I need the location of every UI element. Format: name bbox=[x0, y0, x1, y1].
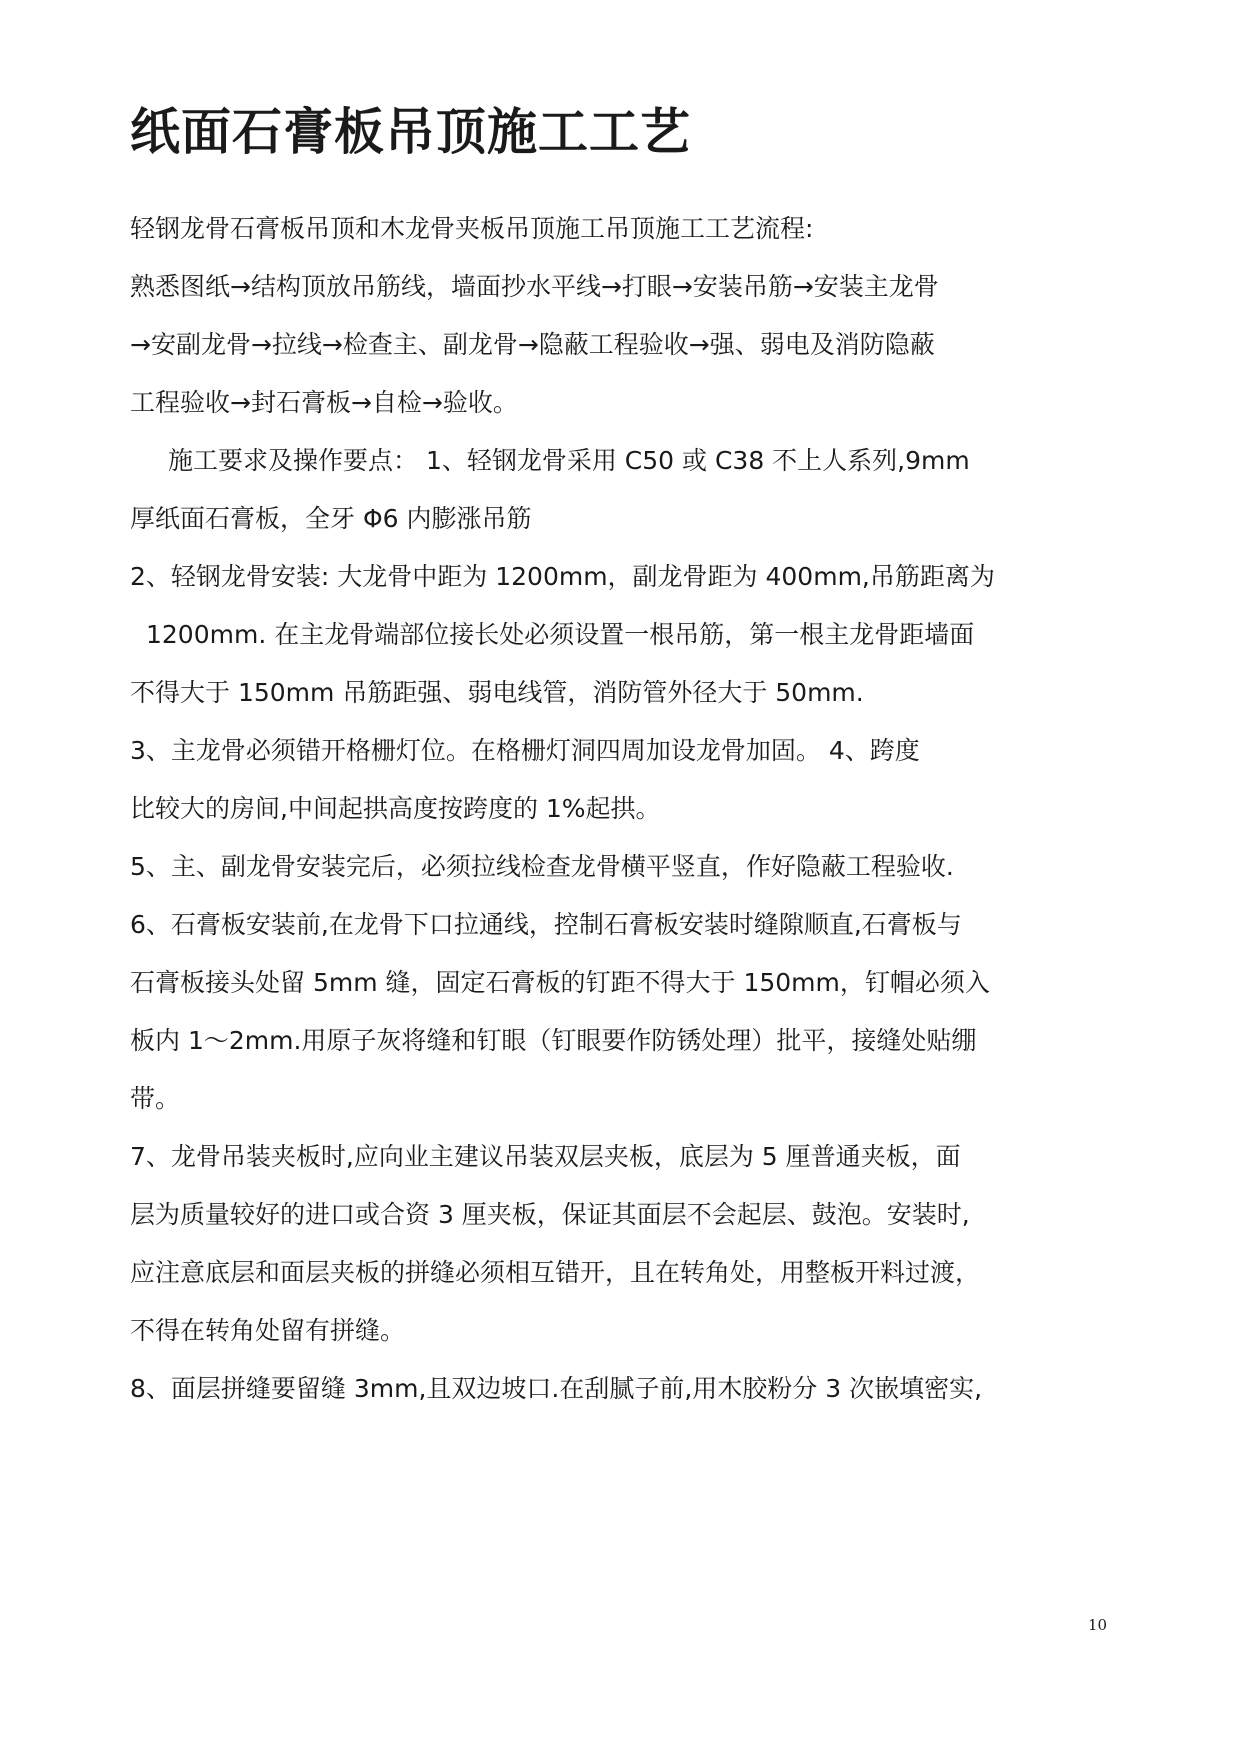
paragraph-line: 应注意底层和面层夹板的拼缝必须相互错开，且在转角处，用整板开料过渡， bbox=[130, 1258, 981, 1287]
paragraph-line: 石膏板接头处留 5mm 缝，固定石膏板的钉距不得大于 150mm，钉帽必须入 bbox=[130, 968, 990, 997]
paragraph-line: 熟悉图纸→结构顶放吊筋线，墙面抄水平线→打眼→安装吊筋→安装主龙骨 bbox=[130, 272, 939, 301]
paragraph-line: 6、石膏板安装前,在龙骨下口拉通线，控制石膏板安装时缝隙顺直,石膏板与 bbox=[130, 910, 962, 939]
paragraph-line: 比较大的房间,中间起拱高度按跨度的 1%起拱。 bbox=[130, 794, 661, 823]
paragraph-line: 1200mm. 在主龙骨端部位接长处必须设置一根吊筋，第一根主龙骨距墙面 bbox=[146, 620, 975, 649]
paragraph-line: →安副龙骨→拉线→检查主、副龙骨→隐蔽工程验收→强、弱电及消防隐蔽 bbox=[130, 330, 935, 359]
paragraph-line: 层为质量较好的进口或合资 3 厘夹板，保证其面层不会起层、鼓泡。安装时, bbox=[130, 1200, 970, 1229]
paragraph-line: 工程验收→封石膏板→自检→验收。 bbox=[130, 388, 518, 417]
paragraph-line: 5、主、副龙骨安装完后，必须拉线检查龙骨横平竖直，作好隐蔽工程验收. bbox=[130, 852, 954, 881]
paragraph-line: 不得在转角处留有拼缝。 bbox=[130, 1316, 406, 1345]
paragraph-line: 轻钢龙骨石膏板吊顶和木龙骨夹板吊顶施工吊顶施工工艺流程: bbox=[130, 214, 814, 243]
paragraph-line: 带。 bbox=[130, 1084, 181, 1113]
paragraph-line: 3、主龙骨必须错开格栅灯位。在格栅灯洞四周加设龙骨加固。 4、跨度 bbox=[130, 736, 920, 765]
page-number: 10 bbox=[1088, 1616, 1108, 1634]
paragraph-line: 不得大于 150mm 吊筋距强、弱电线管，消防管外径大于 50mm. bbox=[130, 678, 864, 707]
paragraph-line: 2、轻钢龙骨安装: 大龙骨中距为 1200mm，副龙骨距为 400mm,吊筋距离为 bbox=[130, 562, 995, 591]
paragraph-line: 施工要求及操作要点： 1、轻钢龙骨采用 C50 或 C38 不上人系列,9mm bbox=[168, 446, 970, 475]
paragraph-line: 厚纸面石膏板，全牙 Φ6 内膨涨吊筋 bbox=[130, 504, 532, 533]
document-title: 纸面石膏板吊顶施工工艺 bbox=[130, 103, 691, 161]
paragraph-line: 板内 1～2mm.用原子灰将缝和钉眼（钉眼要作防锈处理）批平，接缝处贴绷 bbox=[130, 1026, 977, 1055]
paragraph-line: 7、龙骨吊装夹板时,应向业主建议吊装双层夹板，底层为 5 厘普通夹板，面 bbox=[130, 1142, 961, 1171]
paragraph-line: 8、面层拼缝要留缝 3mm,且双边坡口.在刮腻子前,用木胶粉分 3 次嵌填密实, bbox=[130, 1374, 983, 1403]
